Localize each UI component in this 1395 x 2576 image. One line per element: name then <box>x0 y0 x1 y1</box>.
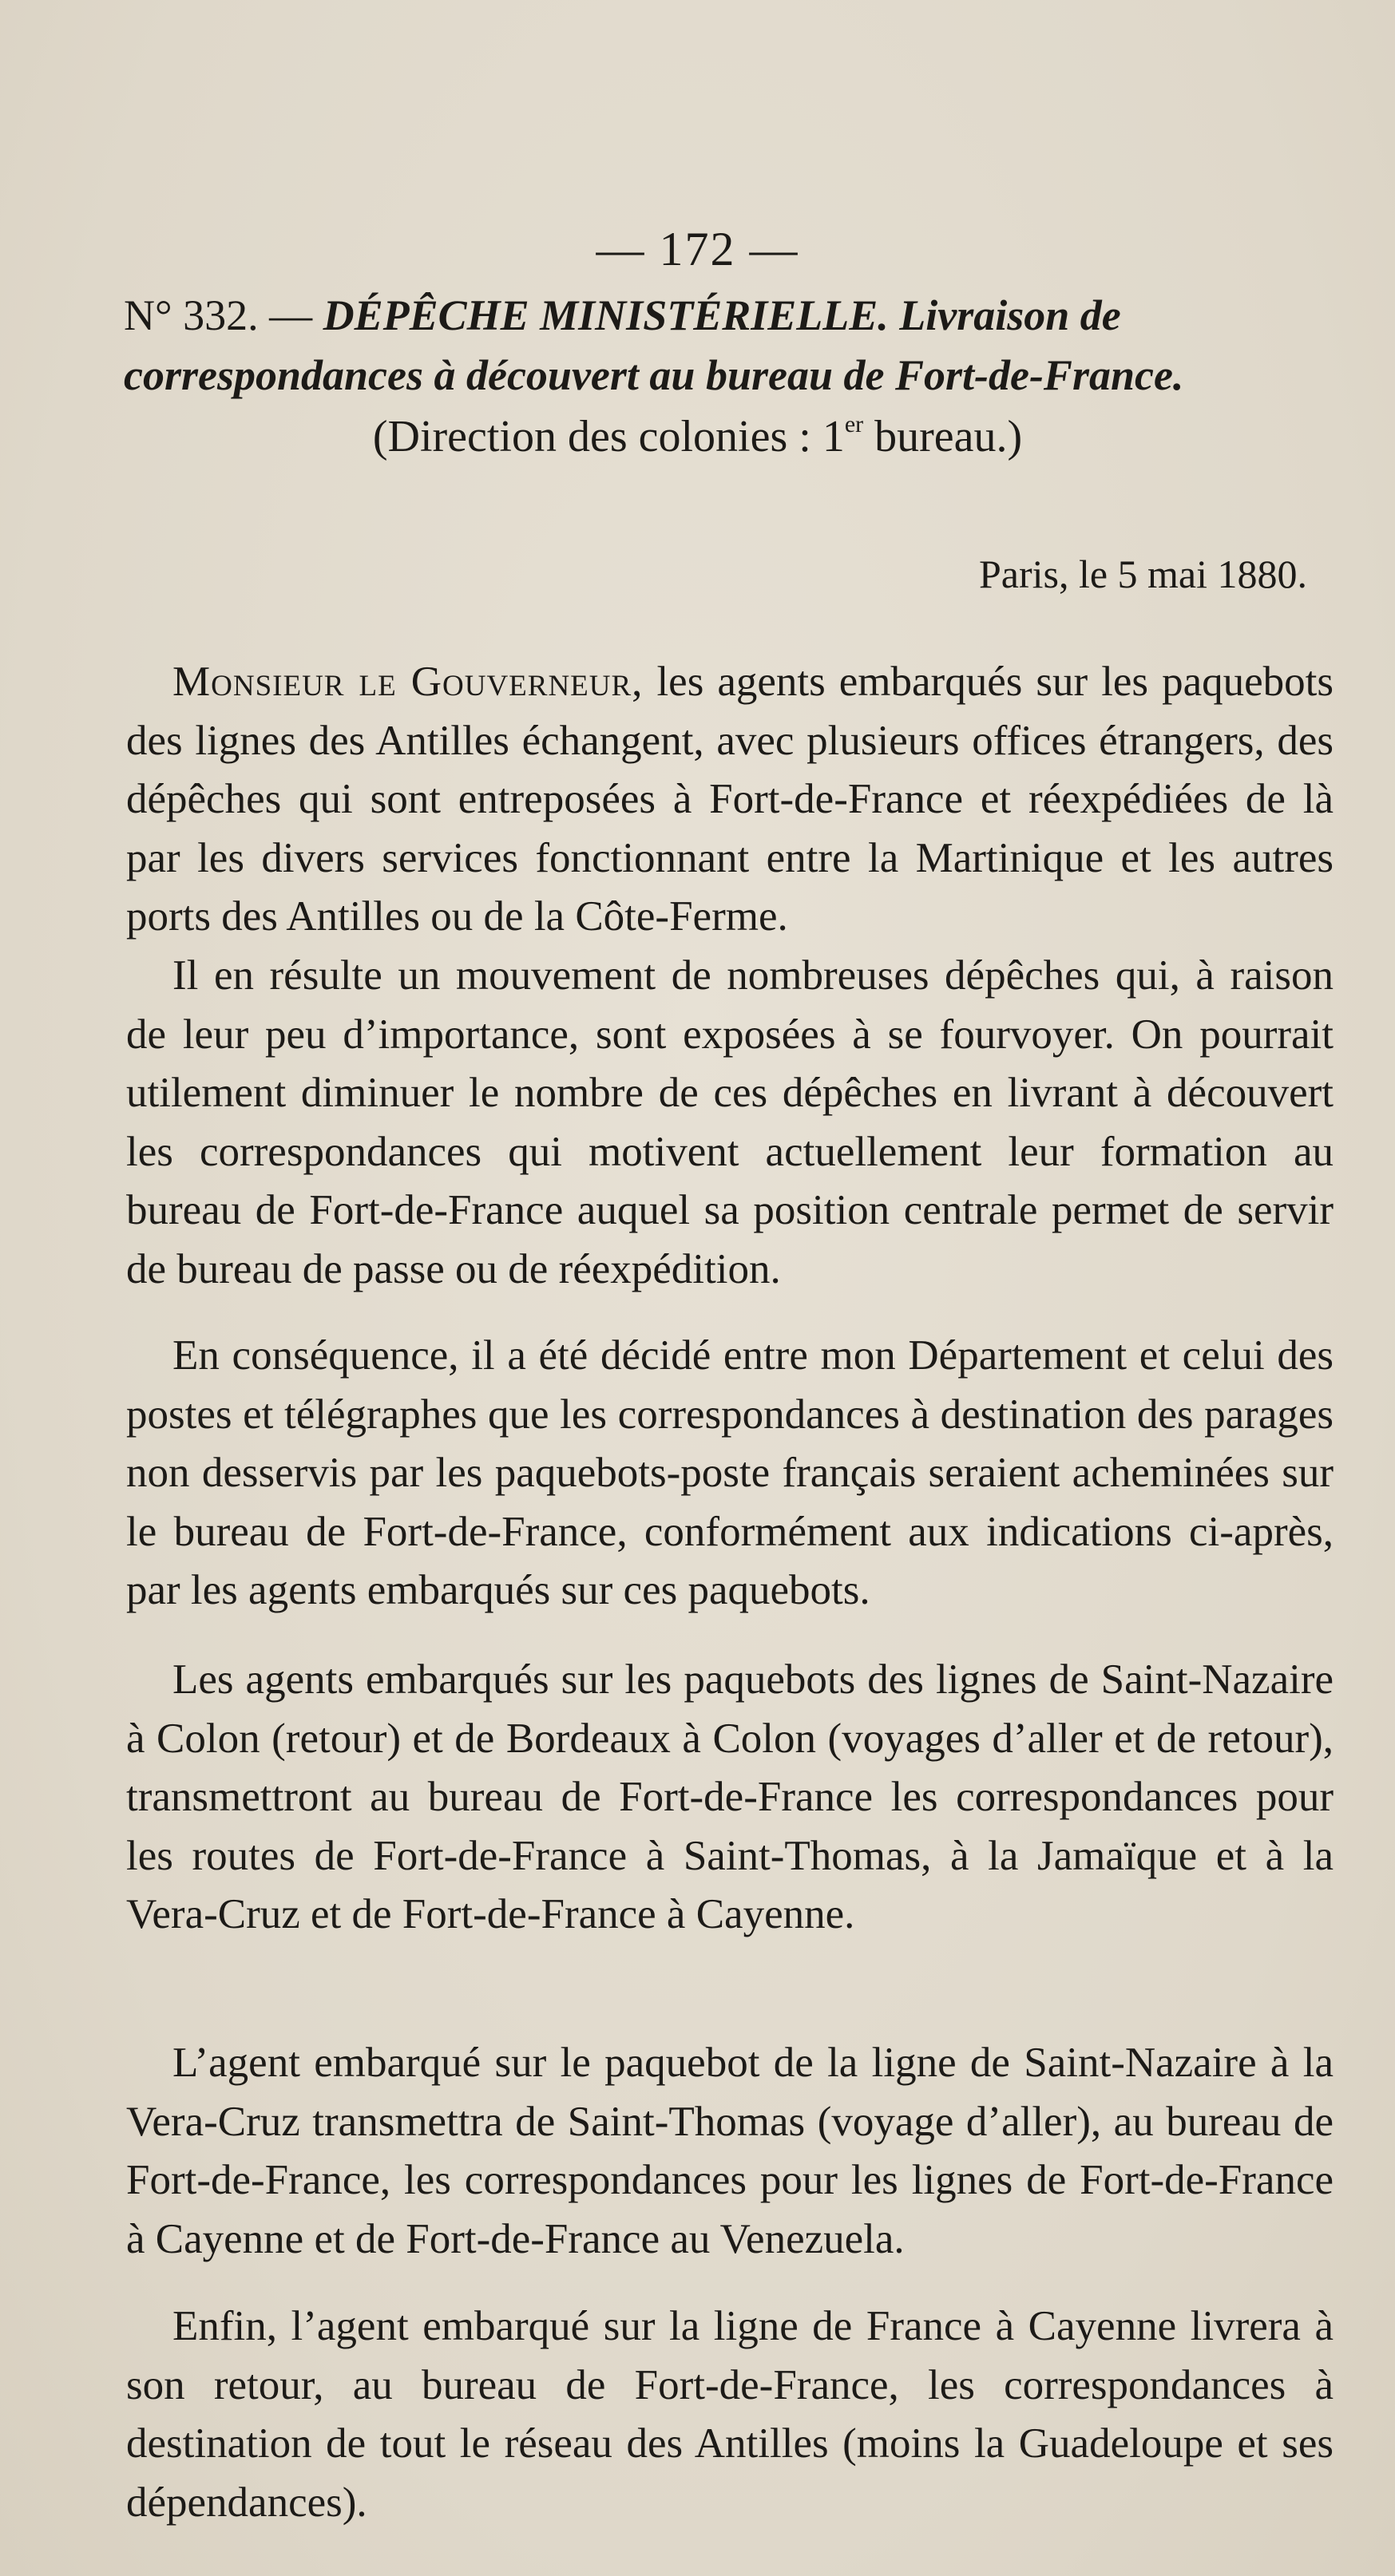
paragraph-3: En conséquence, il a été décidé entre mon Département et celui des postes et télégraphes que les correspondances à destination des parages non desservis par les paquebots-poste français seraient acheminées sur le bureau de Fort-de-France, conformément aux indications ci-après, par les agents embarqués sur ces paquebots. <box>126 1332 1334 1613</box>
direction-superscript: er <box>844 411 864 437</box>
dateline: Paris, le 5 mai 1880. <box>978 552 1307 596</box>
document-heading <box>124 286 1338 406</box>
direction-suffix: bureau.) <box>863 412 1023 461</box>
paragraph-1 <box>126 653 1334 947</box>
page-number: — 172 — <box>596 223 799 275</box>
dispatch-number: N° 332. — <box>124 291 313 339</box>
direction-prefix: (Direction des colonies : 1 <box>372 412 845 461</box>
salutation: Monsieur le Gouverneur, <box>172 659 644 705</box>
paragraph-2: Il en résulte un mouvement de nombreuses dépêches qui, à raison de leur peu d’importance, sont exposées à se fourvoyer. On pourrait utilement diminuer le nombre de ces dépêches en livrant à découvert les correspondances qui motivent actuellement leur formation au bureau de Fort-de-France auquel sa position centrale permet de servir de bureau de passe ou de réexpédition. <box>126 952 1334 1292</box>
paragraph-6: Enfin, l’agent embarqué sur la ligne de France à Cayenne livrera à son retour, au bureau de Fort-de-France, les correspondances à destination de tout le réseau des Antilles (moins la Guadeloupe et ses dépendances). <box>126 2303 1334 2526</box>
paragraph-5: L’agent embarqué sur le paquebot de la ligne de Saint-Nazaire à la Vera-Cruz transmettra de Saint-Thomas (voyage d’aller), au bureau de Fort-de-France, les correspondances pour les lignes de Fort-de-France à Cayenne et de Fort-de-France au Venezuela. <box>126 2040 1334 2262</box>
direction-line <box>0 411 1395 462</box>
dispatch-title: DÉPÊCHE MINISTÉRIELLE. <box>323 291 889 339</box>
paragraph-1-text: les agents embarqués sur les paquebots des lignes des Antilles échangent, avec plusieurs offices étrangers, des dépêches qui sont entreposées à Fort-de-France et réexpédiées de là par les divers services fonctionnant entre la Martinique et les autres ports des Antilles ou de la Côte-Ferme. <box>126 659 1334 940</box>
dispatch-subtitle: Livraison de correspondances à découvert au bureau de Fort-de-France. <box>124 291 1184 399</box>
paragraph-4: Les agents embarqués sur les paquebots des lignes de Saint-Nazaire à Colon (retour) et de Bordeaux à Colon (voyages d’aller et de retour), transmettront au bureau de Fort-de-France les correspondances pour les routes de Fort-de-France à Saint-Thomas, à la Jamaïque et à la Vera-Cruz et de Fort-de-France à Cayenne. <box>126 1656 1334 1937</box>
